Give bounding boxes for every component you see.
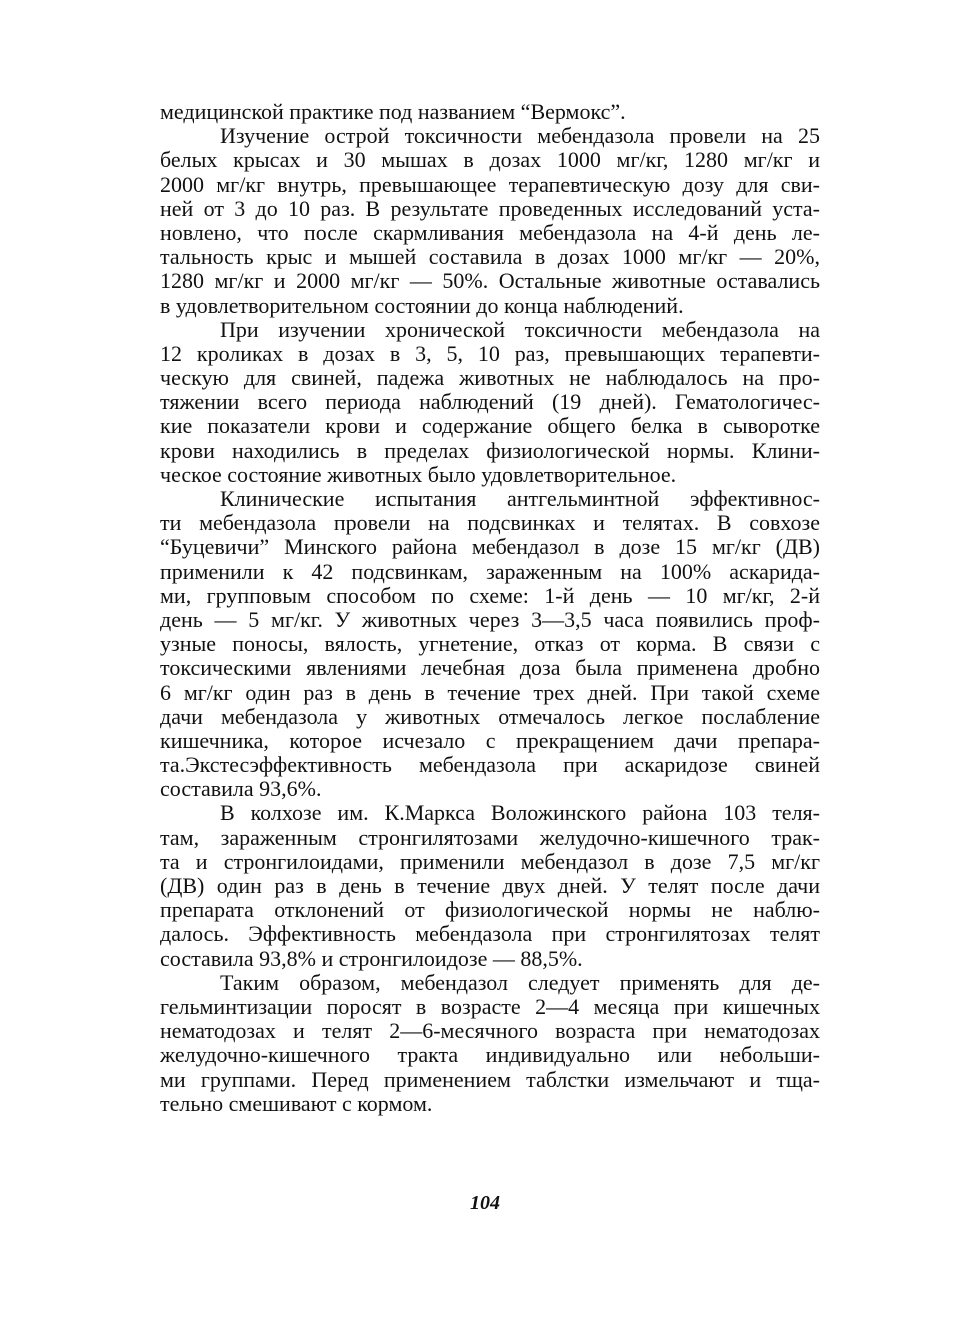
paragraph	[160, 801, 820, 970]
text-line: нематодозах и телят 2—6-месячного возраста при нематодозах	[160, 1018, 820, 1044]
text-line: белых крысах и 30 мышах в дозах 1000 мг/кг, 1280 мг/кг и	[160, 147, 820, 173]
text-line: ней от 3 до 10 раз. В результате проведенных исследований уста-	[160, 195, 820, 221]
text-line: составила 93,8% и стронгилоидозе — 88,5%.	[160, 945, 583, 971]
paragraph	[160, 100, 820, 124]
text-line: ческую для свиней, падежа животных не наблюдалось на про-	[160, 365, 820, 391]
body-text	[160, 100, 820, 1116]
text-line: тяжении всего периода наблюдений (19 дней). Гематологичес-	[160, 389, 820, 415]
text-line: ми, групповым способом по схеме: 1-й день — 10 мг/кг, 2-й	[160, 582, 820, 608]
text-line: При изучении хронической токсичности мебендазола на	[220, 316, 820, 342]
text-line: тальность крыс и мышей составила в дозах 1000 мг/кг — 20%,	[160, 244, 820, 270]
text-line: кишечника, которое исчезало с прекращением дачи препара-	[160, 727, 820, 753]
text-line: гельминтизации поросят в возрасте 2—4 месяца при кишечных	[160, 993, 820, 1019]
text-line: там, зараженным стронгилятозами желудочно-кишечного трак-	[160, 824, 820, 850]
text-line: 1280 мг/кг и 2000 мг/кг — 50%. Остальные животные оставались	[160, 268, 820, 294]
paragraph	[160, 124, 820, 318]
text-line: препарата отклонений от физиологической нормы не наблю-	[160, 897, 820, 923]
text-line: дачи мебендазола у животных отмечалось легкое послабление	[160, 703, 820, 729]
text-line: та и стронгилоидами, применили мебендазол в дозе 7,5 мг/кг	[160, 848, 820, 874]
text-line: 12 кроликах в дозах в 3, 5, 10 раз, превышающих терапевти-	[160, 340, 820, 366]
paragraph	[160, 971, 820, 1116]
text-line: медицинской практике под названием “Вермокс”.	[160, 99, 626, 124]
text-line: кие показатели крови и содержание общего белка в сыворотке	[160, 413, 820, 439]
text-line: 6 мг/кг один раз в день в течение трех дней. При такой схеме	[160, 679, 820, 705]
text-line: крови находились в пределах физиологической нормы. Клини-	[160, 437, 820, 463]
text-line: Изучение острой токсичности мебендазола провели на 25	[220, 123, 820, 149]
text-line: токсическими явлениями лечебная доза была применена дробно	[160, 655, 820, 681]
text-line: далось. Эффективность мебендазола при стронгилятозах телят	[160, 921, 820, 947]
text-line: применили к 42 подсвинкам, зараженным на 100% аскарида-	[160, 558, 820, 584]
text-line: тельно смешивают с кормом.	[160, 1090, 433, 1116]
text-line: та.Экстесэффективность мебендазола при аскаридозе свиней	[160, 752, 820, 778]
text-line: новлено, что после скармливания мебендазола на 4-й день ле-	[160, 219, 820, 245]
text-line: в удовлетворительном состоянии до конца наблюдений.	[160, 292, 684, 318]
text-line: ческое состояние животных было удовлетворительное.	[160, 461, 677, 487]
text-line: ти мебендазола провели на подсвинках и телятах. В совхозе	[160, 510, 820, 536]
text-line: В колхозе им. К.Маркса Воложинского района 103 теля-	[220, 800, 820, 826]
text-line: “Буцевичи” Минского района мебендазол в дозе 15 мг/кг (ДВ)	[160, 534, 820, 560]
text-line: составила 93,6%.	[160, 776, 322, 802]
text-line: (ДВ) один раз в день в течение двух дней. У телят после дачи	[160, 873, 820, 898]
text-line: желудочно-кишечного тракта индивидуально или небольши-	[160, 1042, 820, 1068]
paragraph	[160, 318, 820, 487]
text-line: Таким образом, мебендазол следует применять для де-	[220, 969, 820, 995]
text-line: ми группами. Перед применением таблстки измельчают и тща-	[160, 1066, 820, 1092]
text-line: Клинические испытания антгельминтной эффективнос-	[220, 486, 820, 511]
paragraph	[160, 487, 820, 801]
text-line: день — 5 мг/кг. У животных через 3—3,5 часа появились проф-	[160, 606, 820, 632]
page-number: 104	[470, 1192, 500, 1214]
text-line: 2000 мг/кг внутрь, превышающее терапевтическую дозу для сви-	[160, 171, 820, 197]
text-line: узные поносы, вялость, угнетение, отказ от корма. В связи с	[160, 631, 820, 657]
